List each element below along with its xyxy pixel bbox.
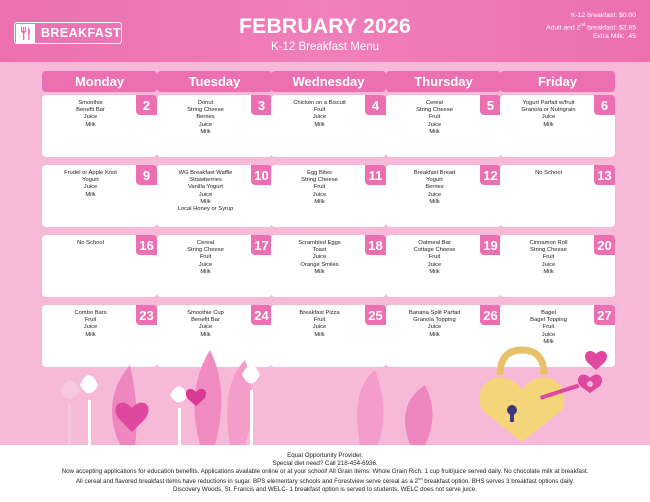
menu-item: Donut — [197, 100, 214, 106]
price-k12: K-12 breakfast: $0.00 — [571, 12, 636, 19]
menu-item: Breakfast Bread — [413, 170, 456, 176]
menu-item: Scrambled Eggs — [298, 240, 341, 246]
menu-item: Cereal — [425, 100, 444, 106]
menu-item: Milk — [314, 268, 325, 275]
footer-line: Equal Opportunity Provider. — [287, 452, 363, 459]
menu-item: Fruit — [313, 317, 326, 324]
menu-item: Cottage Cheese — [413, 247, 456, 254]
menu-items — [161, 100, 250, 136]
menu-item: Milk — [543, 338, 554, 345]
page-subtitle: K-12 Breakfast Menu — [270, 41, 380, 53]
page-title: FEBRUARY 2026 — [239, 15, 411, 38]
menu-item: Milk — [200, 331, 211, 338]
day-number: 20 — [594, 235, 615, 255]
day-cell — [157, 165, 272, 227]
menu-item: Milk — [543, 268, 554, 275]
menu-item: Banana Split Parfait — [408, 310, 461, 316]
menu-item: Milk — [314, 121, 325, 128]
menu-item: Juice — [312, 191, 327, 198]
day-number: 4 — [365, 95, 386, 115]
menu-item: Fruit — [313, 107, 326, 114]
menu-item: String Cheese — [187, 247, 224, 254]
footer-line: Discovery Woods, St. Francis and WELC- 1 breakfast option is served to students. WELC does not serve juice. — [173, 486, 477, 494]
menu-items — [46, 100, 135, 129]
weekday-thursday: Thursday — [386, 71, 501, 92]
menu-item: Juice — [427, 324, 442, 331]
menu-item: Orange Smiles — [300, 261, 339, 268]
menu-item: String Cheese — [187, 107, 224, 114]
menu-item: Milk — [314, 331, 325, 338]
menu-item: Strawberries — [189, 177, 222, 184]
menu-item: Yogurt Parfait w/fruit — [522, 100, 575, 106]
menu-item: Cinnamon Roll — [529, 240, 568, 246]
menu-items — [390, 170, 479, 206]
weekday-wednesday: Wednesday — [271, 71, 386, 92]
tulip-flowers-illustration — [60, 350, 433, 445]
menu-items — [46, 240, 135, 247]
menu-item: Fruit — [428, 254, 441, 261]
menu-item: Smoothie Cup — [187, 310, 224, 316]
brand-label: BREAKFAST — [41, 26, 121, 40]
day-cell — [271, 235, 386, 297]
day-cell — [500, 235, 615, 297]
weekday-monday: Monday — [42, 71, 157, 92]
menu-item: Bagel Topping — [530, 317, 567, 324]
menu-item: Milk — [200, 128, 211, 135]
menu-item: String Cheese — [301, 177, 338, 184]
day-number: 19 — [480, 235, 501, 255]
day-number: 16 — [136, 235, 157, 255]
menu-item: Local Honey or Syrup — [177, 206, 234, 213]
price-adult: Adult and 2nd breakfast: $2.85 — [545, 22, 636, 32]
menu-items — [504, 170, 593, 177]
price-list — [546, 11, 636, 41]
day-cell — [271, 95, 386, 157]
day-number: 18 — [365, 235, 386, 255]
menu-item: Yogurt — [82, 177, 99, 184]
menu-item: Juice — [312, 254, 327, 261]
day-cell — [42, 235, 157, 297]
menu-items — [161, 240, 250, 276]
day-number: 11 — [365, 165, 386, 185]
day-cell — [386, 95, 501, 157]
day-number: 5 — [480, 95, 501, 115]
weekday-tuesday: Tuesday — [157, 71, 272, 92]
menu-items — [275, 170, 364, 206]
day-cell — [157, 235, 272, 297]
day-number: 12 — [480, 165, 501, 185]
heart-icon — [585, 351, 607, 370]
menu-item: Juice — [198, 191, 213, 198]
menu-item: Yogurt — [426, 177, 443, 184]
menu-item: Fruit — [199, 254, 212, 261]
menu-item: String Cheese — [416, 107, 453, 114]
day-number: 10 — [251, 165, 272, 185]
menu-item: WG Breakfast Waffle — [178, 170, 233, 176]
menu-item: Milk — [200, 268, 211, 275]
menu-item: Berries — [196, 114, 215, 121]
menu-item: Fruit — [428, 114, 441, 121]
menu-item: Juice — [312, 324, 327, 331]
day-cell — [386, 165, 501, 227]
day-cell — [500, 95, 615, 157]
menu-item: No School — [535, 170, 562, 176]
menu-item: Milk — [85, 191, 96, 198]
menu-item: Juice — [83, 184, 98, 191]
menu-items — [275, 240, 364, 276]
menu-item: Fruit — [313, 184, 326, 191]
menu-item: Toast — [312, 247, 327, 254]
menu-item: Juice — [83, 114, 98, 121]
menu-item: Milk — [429, 128, 440, 135]
menu-item: Egg Bites — [307, 170, 332, 176]
day-cell — [500, 165, 615, 227]
menu-item: Cereal — [196, 240, 215, 246]
footer-line: All cereal and flavored breakfast items have reductions in sugar. BPS elementary schools and Forestview serve cereal as a 2nd breakfast option. BHS serves 3 breakfast options daily. — [75, 476, 575, 486]
menu-item: Frudel or Apple Knot — [64, 170, 117, 176]
menu-item: Milk — [543, 121, 554, 128]
footer-line: Now accepting applications for education benefits. Applications available online or at your school! All Grain items: Whole Grain Rich. 1 cup fruit/juice served daily. No chocolate milk at breakfast. — [61, 467, 589, 475]
day-number: 24 — [251, 305, 272, 325]
menu-item: Milk — [314, 198, 325, 205]
weekday-friday: Friday — [500, 71, 615, 92]
menu-item: No School — [77, 240, 104, 246]
decorative-scene — [0, 330, 650, 445]
header-bar — [0, 0, 650, 62]
menu-item: Juice — [427, 121, 442, 128]
menu-item: Milk — [429, 331, 440, 338]
footer-line: Special diet need? Call 218-454-6936. — [272, 459, 378, 467]
menu-items — [504, 240, 593, 276]
day-number: 26 — [480, 305, 501, 325]
menu-item: Granola Topping — [413, 317, 456, 324]
menu-item: Combo Bars — [74, 310, 107, 316]
menu-item: Bagel — [541, 310, 556, 316]
menu-item: Juice — [312, 114, 327, 121]
day-number: 27 — [594, 305, 615, 325]
day-cell — [157, 95, 272, 157]
day-number: 2 — [136, 95, 157, 115]
day-number: 17 — [251, 235, 272, 255]
day-cell — [386, 235, 501, 297]
day-number: 3 — [251, 95, 272, 115]
day-cell — [42, 95, 157, 157]
menu-item: Fruit — [542, 254, 555, 261]
menu-item: Berries — [425, 184, 444, 191]
menu-item: Fruit — [84, 317, 97, 324]
menu-item: Juice — [541, 114, 556, 121]
menu-item: Juice — [83, 324, 98, 331]
menu-item: String Cheese — [530, 247, 567, 254]
menu-item: Vanilla Yogurt — [187, 184, 224, 191]
footer-notes — [0, 452, 650, 494]
menu-item: Milk — [85, 331, 96, 338]
menu-item: Oatmeal Bar — [418, 240, 451, 246]
menu-item: Milk — [429, 268, 440, 275]
menu-item: Granola or Nutrigrain — [521, 107, 576, 114]
day-number: 13 — [594, 165, 615, 185]
day-number: 23 — [136, 305, 157, 325]
menu-item: Juice — [198, 121, 213, 128]
menu-item: Fruit — [542, 324, 555, 331]
menu-item: Milk — [200, 198, 211, 205]
menu-item: Benefit Bar — [191, 317, 220, 324]
price-extra-milk: Extra Milk: .45 — [592, 33, 636, 41]
menu-item: Benefit Bar — [76, 107, 105, 114]
day-number: 25 — [365, 305, 386, 325]
day-number: 6 — [594, 95, 615, 115]
menu-items — [161, 170, 250, 213]
day-cell — [42, 165, 157, 227]
menu-item: Milk — [429, 198, 440, 205]
menu-item: Chicken on a Biscuit — [293, 100, 346, 106]
menu-item: Juice — [427, 191, 442, 198]
day-cell — [271, 165, 386, 227]
menu-items — [275, 100, 364, 129]
menu-items — [504, 100, 593, 129]
menu-item: Smoothie — [78, 100, 103, 106]
menu-item: Juice — [541, 261, 556, 268]
day-number: 9 — [136, 165, 157, 185]
menu-items — [46, 170, 135, 199]
menu-item: Juice — [198, 261, 213, 268]
menu-items — [390, 100, 479, 136]
menu-items — [390, 240, 479, 276]
menu-item: Juice — [427, 261, 442, 268]
menu-item: Breakfast Pizza — [299, 310, 340, 316]
menu-item: Juice — [541, 331, 556, 338]
menu-item: Milk — [85, 121, 96, 128]
menu-item: Juice — [198, 324, 213, 331]
